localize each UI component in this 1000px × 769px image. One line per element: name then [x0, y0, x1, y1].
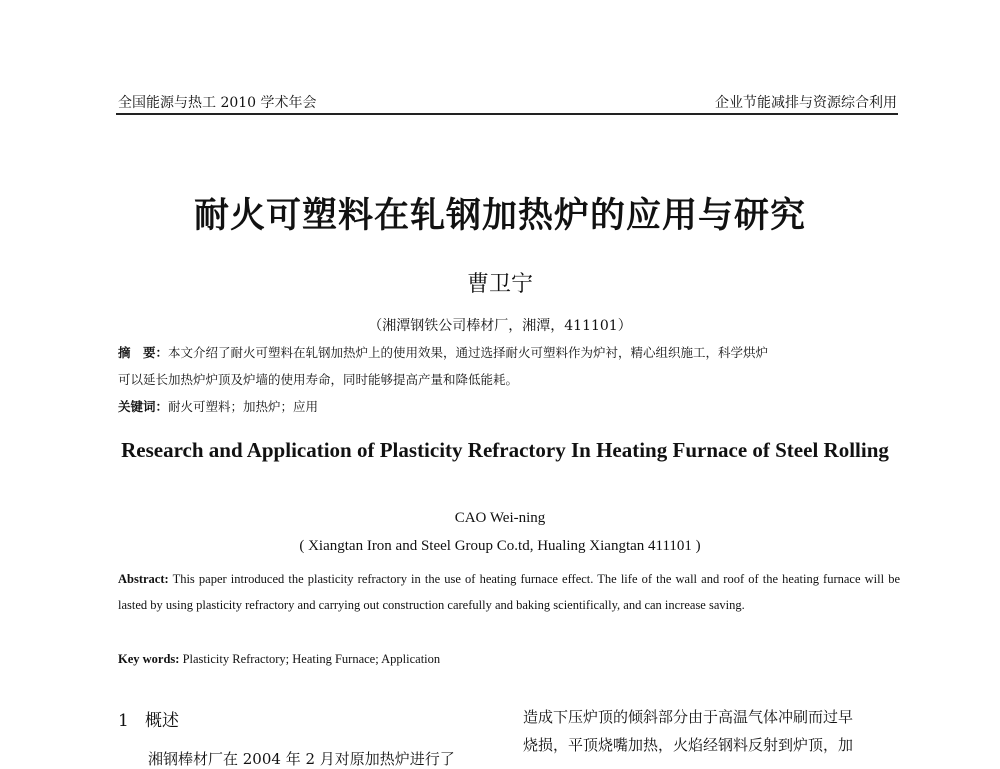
paper-title-cn: 耐火可塑料在轧钢加热炉的应用与研究 — [193, 195, 806, 236]
keywords-en-text: Plasticity Refractory; Heating Furnace; Application — [182, 652, 441, 666]
abstract-cn-label: 摘 要： — [118, 345, 169, 360]
author-en: CAO Wei-ning — [454, 510, 546, 526]
affiliation-en: ( Xiangtan Iron and Steel Group Co.td, Hualing Xiangtan 411101 ) — [299, 538, 701, 554]
running-header-right: 企业节能减排与资源综合利用 — [715, 95, 897, 111]
running-header-left: 全国能源与热工 2010 学术年会 — [118, 95, 317, 111]
affiliation-cn: （湘潭钢铁公司棒材厂，湘潭，411101） — [368, 318, 632, 334]
body-right-line: 造成下压炉顶的倾斜部分由于高温气体冲刷而过早 — [523, 708, 854, 726]
body-right-line: 烧损，平顶烧嘴加热，火焰经钢料反射到炉顶，加 — [523, 736, 854, 754]
author-cn: 曹卫宁 — [466, 272, 533, 297]
keywords-en — [118, 652, 440, 667]
section-title: 概述 — [145, 711, 180, 731]
abstract-cn-text: 本文介绍了耐火可塑料在轧钢加热炉上的使用效果，通过选择耐火可塑料作为炉衬，精心组织施工，科学烘炉 — [168, 345, 769, 360]
keywords-cn-text: 耐火可塑料；加热炉；应用 — [168, 399, 319, 414]
keywords-en-label: Key words: — [118, 652, 180, 666]
section-heading — [118, 706, 179, 731]
keywords-cn-label: 关键词： — [118, 399, 169, 414]
header-rule — [116, 113, 898, 115]
keywords-cn — [118, 397, 318, 415]
abstract-en-text: This paper introduced the plasticity refractory in the use of heating furnace effect. The life of the wall and roof of the heating furnace will be lasted by using plasticity refractory and carrying out construction carefully and baking scientifically, and can increase saving. — [118, 572, 900, 612]
section-number: 1 — [118, 711, 129, 731]
abstract-en-label: Abstract: — [118, 572, 169, 586]
abstract-en — [118, 566, 900, 618]
abstract-cn-line2: 可以延长加热炉炉顶及炉墙的使用寿命，同时能够提高产量和降低能耗。 — [118, 372, 519, 387]
body-left-line: 湘钢棒材厂在 2004 年 2 月对原加热炉进行了 — [148, 750, 455, 768]
paper-title-en: Research and Application of Plasticity Refractory In Heating Furnace of Steel Rolling — [121, 438, 889, 462]
abstract-cn-line1 — [118, 343, 768, 361]
